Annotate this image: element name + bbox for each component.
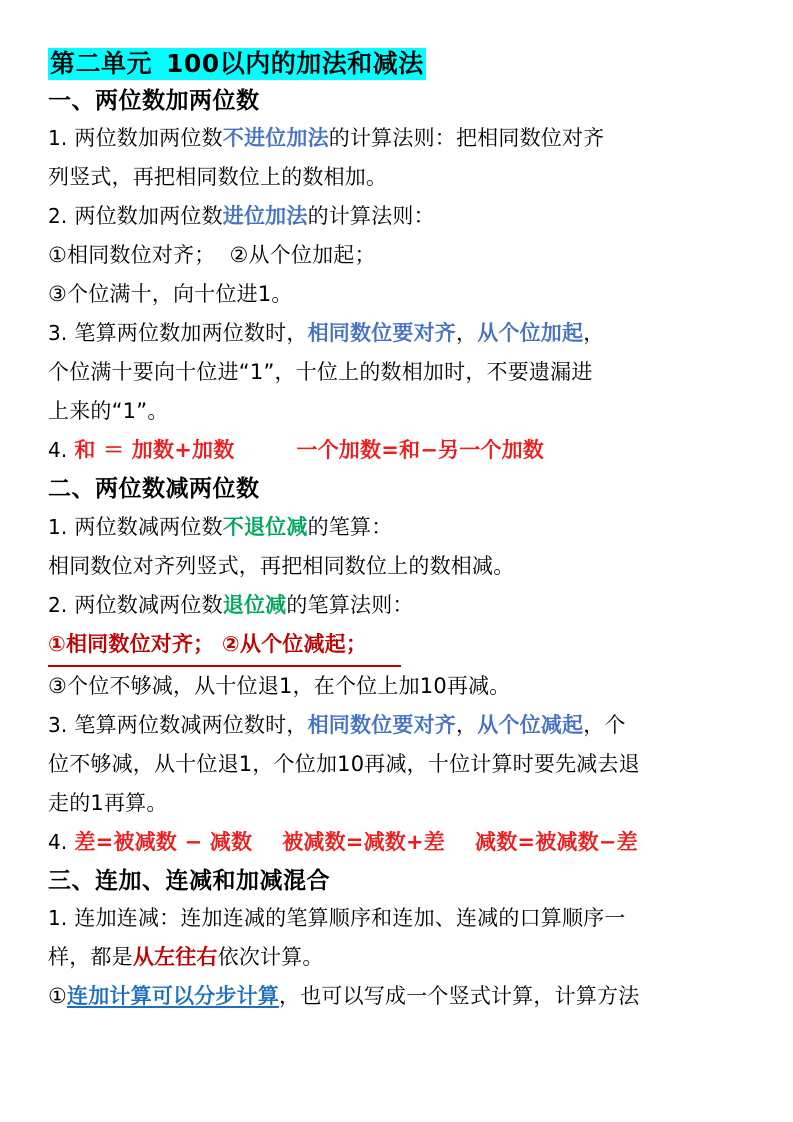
item-text-a: 连加连减：连加连减的笔算顺序和连加、连减的口算顺序一	[74, 906, 626, 931]
emphasis-blue-1: 相同数位要对齐	[307, 321, 456, 346]
section-one-item2-sub3: ③个位满十，向十位进1。	[48, 282, 293, 307]
page-title-main: 100以内的加法和减法	[166, 49, 424, 78]
item-number: 3.	[48, 712, 68, 737]
item-text-b: ，个	[583, 712, 626, 737]
emphasis-blue-underlined: 连加计算可以分步计算	[67, 984, 280, 1009]
item-text-a: 两位数加两位数	[74, 204, 223, 229]
section-two-item3-line1	[48, 706, 753, 745]
item-text-b: 的计算法则：	[307, 204, 435, 229]
item-text-a: 两位数减两位数	[74, 592, 223, 617]
section-one-item3-line2: 个位满十要向十位进“1”，十位上的数相加时，不要遗漏进	[48, 360, 593, 385]
item-text-b: 的笔算法则：	[286, 592, 414, 617]
page-title-highlight	[48, 48, 426, 80]
section-one-item2-line1	[48, 197, 753, 236]
item-text-b: 的计算法则：把相同数位对齐	[328, 126, 605, 151]
section-one-item2-sub-line	[48, 236, 753, 275]
emphasis-blue-2: 从个位加起	[477, 321, 584, 346]
item-number: 3.	[48, 321, 68, 346]
item-number: 4.	[48, 829, 68, 854]
item-number: 1.	[48, 126, 68, 151]
item-number: 1.	[48, 906, 68, 931]
item-text-a: ，也可以写成一个竖式计算，计算方法	[279, 984, 640, 1009]
formula-sum: 和 ＝ 加数+加数	[74, 438, 235, 463]
comma-1: ，	[455, 712, 478, 737]
section-one-item3-line3: 上来的“1”。	[48, 399, 169, 424]
section-one-item1-line2: 列竖式，再把相同数位上的数相加。	[48, 165, 388, 190]
section-two-item3-line3: 走的1再算。	[48, 790, 168, 815]
section-two-item1-line1	[48, 508, 753, 547]
section-heading-two: 二、两位数减两位数	[48, 476, 260, 503]
line2-text-b: 依次计算。	[217, 945, 324, 970]
section-one-item3-line1	[48, 314, 753, 353]
emphasis-blue-2: 从个位减起	[477, 712, 584, 737]
section-two-item2-line1	[48, 586, 753, 625]
section-three-item1-line1	[48, 899, 753, 938]
section-heading-one: 一、两位数加两位数	[48, 88, 260, 114]
page-title	[48, 48, 753, 80]
item-text-a: 两位数减两位数	[74, 514, 223, 539]
item-number: 1.	[48, 514, 68, 539]
item-number: 4.	[48, 438, 68, 463]
page-title-prefix: 第二单元	[50, 49, 153, 78]
formula-difference: 差=被减数 − 减数	[74, 829, 253, 854]
comma-1: ，	[455, 321, 478, 346]
item-number: 2.	[48, 204, 68, 229]
comma-2: ，	[583, 321, 605, 346]
section-two-item3-line2: 位不够减，从十位退1，个位加10再减，十位计算时要先减去退	[48, 751, 640, 776]
formula-subtrahend: 减数=被减数−差	[475, 829, 638, 854]
sub-item-1: ①相同数位对齐；	[48, 243, 216, 268]
line2-text-a: 样，都是	[48, 945, 133, 970]
sub-item-2: ②从个位加起；	[229, 243, 376, 268]
item-text-a: 笔算两位数加两位数时，	[74, 321, 308, 346]
item-text-a: 两位数加两位数	[74, 126, 223, 151]
section-one-item4-formula-line	[48, 431, 753, 470]
emphasis-red-underlined: ①相同数位对齐； ②从个位减起；	[48, 625, 401, 667]
item-text-a: 笔算两位数减两位数时，	[74, 712, 308, 737]
emphasis-blue: 进位加法	[222, 204, 308, 229]
section-two-item4-formula-line	[48, 823, 753, 862]
section-three-item1-line2	[48, 938, 753, 977]
section-two-item2-sub3: ③个位不够减，从十位退1，在个位上加10再减。	[48, 673, 511, 698]
list-marker: ①	[48, 984, 68, 1009]
formula-addend: 一个加数=和−另一个加数	[296, 438, 544, 463]
section-three-item2-line1	[48, 977, 753, 1016]
emphasis-blue-1: 相同数位要对齐	[307, 712, 456, 737]
emphasis-blue: 不进位加法	[222, 126, 329, 151]
section-heading-three: 三、连加、连减和加减混合	[48, 867, 330, 894]
emphasis-red: 从左往右	[132, 945, 218, 970]
section-two-item1-line2: 相同数位对齐列竖式，再把相同数位上的数相减。	[48, 553, 515, 578]
section-one-item1-line1	[48, 119, 753, 158]
emphasis-green: 不退位减	[222, 514, 308, 539]
item-number: 2.	[48, 592, 68, 617]
item-text-b: 的笔算：	[307, 514, 393, 539]
section-two-item2-sub-red	[48, 625, 753, 667]
formula-minuend: 被减数=减数+差	[282, 829, 445, 854]
emphasis-green: 退位减	[222, 592, 287, 617]
